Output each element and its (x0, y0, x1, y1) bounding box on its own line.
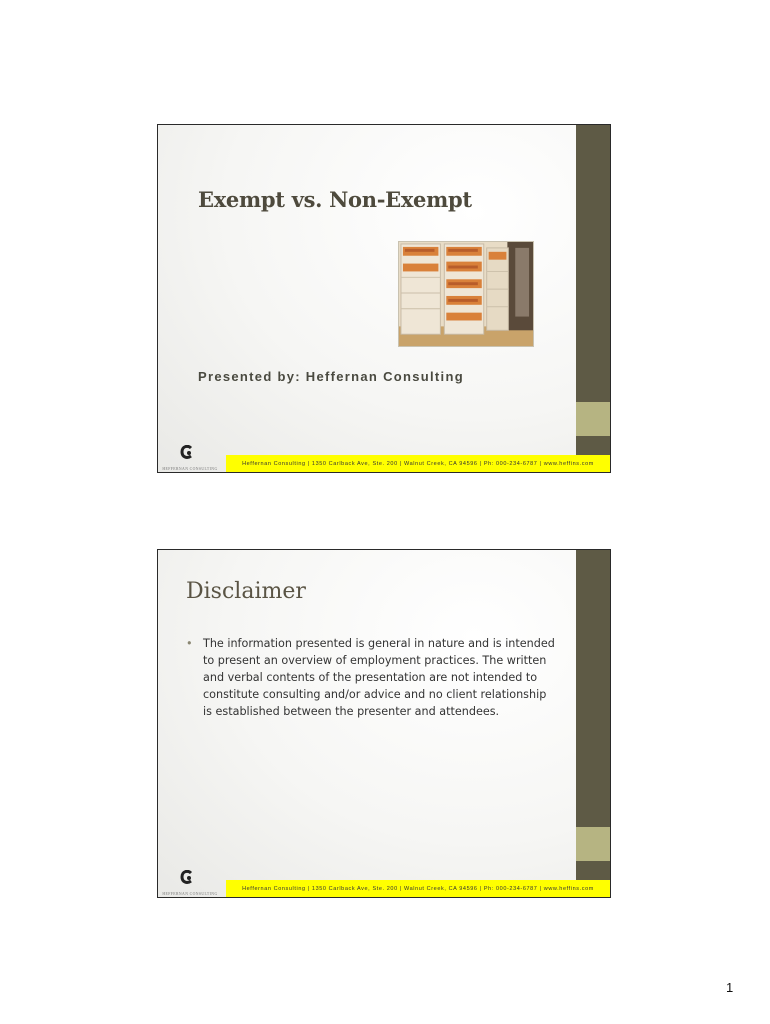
slide-sidebar (576, 550, 610, 897)
slide-title: Disclaimer (186, 579, 306, 604)
bullet-item (186, 635, 558, 720)
slide-sidebar (576, 125, 610, 472)
slide-footer: Heffernan Consulting | 1350 Carlback Ave, Ste. 200 | Walnut Creek, CA 94596 | Ph: 000-234-6787 | www.heffins.com (226, 455, 610, 472)
logo-wordmark: HEFFERNAN CONSULTING (162, 892, 218, 896)
page-number: 1 (726, 980, 734, 995)
logo-wordmark: HEFFERNAN CONSULTING (162, 467, 218, 471)
company-logo (160, 445, 220, 471)
logo-mark-icon (180, 445, 194, 461)
company-logo (160, 870, 220, 896)
slide-1 (157, 124, 611, 473)
slide-footer: Heffernan Consulting | 1350 Carlback Ave, Ste. 200 | Walnut Creek, CA 94596 | Ph: 000-234-6787 | www.heffins.com (226, 880, 610, 897)
slide-2 (157, 549, 611, 898)
bullet-icon: • (186, 637, 193, 650)
file-shelves-photo (398, 241, 534, 347)
slide-title: Exempt vs. Non-Exempt (198, 187, 472, 212)
logo-mark-icon (180, 870, 194, 886)
sidebar-accent-square (576, 827, 610, 861)
bullet-text: The information presented is general in nature and is intended to present an overview of employment practices. The written and verbal contents of the presentation are not intended to constitute consulting and/or advice and no client relationship is established between the presenter and attendees. (203, 637, 555, 718)
presenter-line: Presented by: Heffernan Consulting (198, 369, 464, 384)
sidebar-accent-square (576, 402, 610, 436)
